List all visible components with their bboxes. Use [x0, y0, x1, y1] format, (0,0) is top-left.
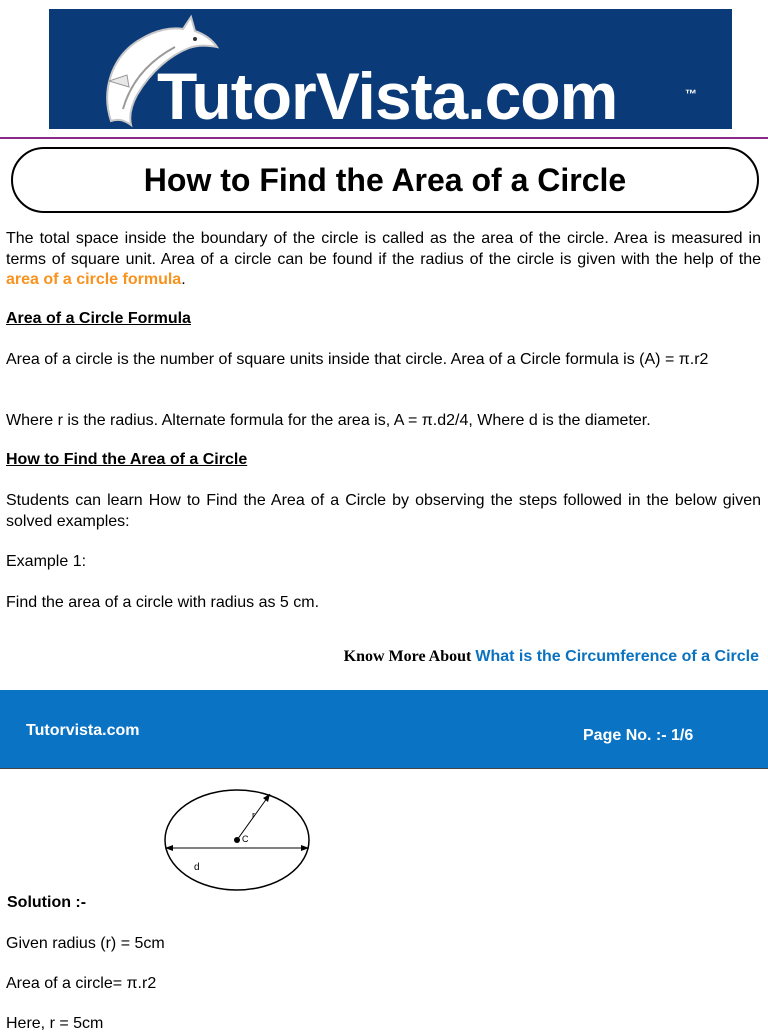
circle-diagram — [162, 786, 312, 892]
intro-paragraph — [6, 229, 761, 291]
example-text: Find the area of a circle with radius as 5 cm. — [6, 594, 320, 611]
circumference-link[interactable]: What is the Circumference of a Circle — [475, 648, 759, 665]
know-more-line — [344, 648, 759, 666]
intro-text: The total space inside the boundary of the circle is called as the area of the circle. Area is measured in terms of square unit. Area of a circle can be found if the radius of the circle is given with the help of the — [6, 230, 761, 268]
center-point — [234, 837, 240, 843]
page-title: How to Find the Area of a Circle — [143, 161, 627, 198]
logo-text: TutorVista.com — [157, 59, 618, 129]
solution-line-1: Given radius (r) = 5cm — [6, 935, 165, 952]
footer-site-name: Tutorvista.com — [26, 722, 140, 739]
intro-end: . — [181, 271, 186, 288]
how-to-paragraph: Students can learn How to Find the Area of a Circle by observing the steps followed in the below given solved examples: — [6, 492, 761, 530]
solution-heading: Solution :- — [7, 894, 87, 911]
page-footer — [0, 690, 768, 768]
page-title-box — [11, 147, 759, 213]
solution-line-3: Here, r = 5cm — [6, 1015, 104, 1032]
section-heading-how-to: How to Find the Area of a Circle — [6, 451, 248, 468]
radius-arrow — [263, 794, 270, 802]
alternate-formula-paragraph: Where r is the radius. Alternate formula for the area is, A = π.d2/4, Where d is the diameter. — [6, 412, 651, 429]
solution-line-2: Area of a circle= π.r2 — [6, 975, 157, 992]
header-divider — [0, 137, 768, 139]
know-more-label: Know More About — [343, 648, 476, 665]
section-heading-formula: Area of a Circle Formula — [6, 310, 191, 327]
example-label: Example 1: — [6, 553, 87, 570]
radius-label: r — [252, 810, 255, 820]
area-formula-link[interactable]: area of a circle formula — [6, 271, 182, 288]
formula-paragraph: Area of a circle is the number of square units inside that circle. Area of a Circle formula is (A) = π.r2 — [6, 351, 709, 368]
header-banner — [49, 9, 732, 129]
trademark-mark: ™ — [685, 87, 697, 101]
diameter-label: d — [194, 862, 200, 873]
footer-divider — [0, 768, 768, 769]
footer-page-number: Page No. :- 1/6 — [583, 727, 694, 744]
center-label: C — [242, 834, 249, 844]
